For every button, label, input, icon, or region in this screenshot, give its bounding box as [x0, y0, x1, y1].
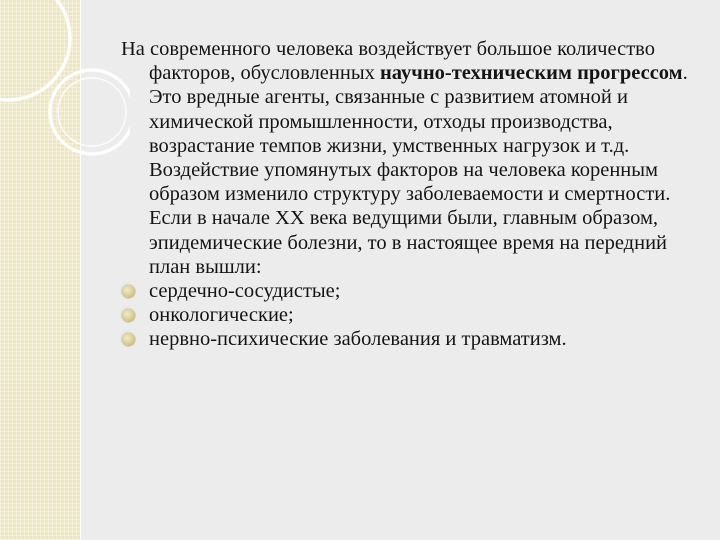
list-item	[121, 303, 706, 327]
disease-list	[121, 279, 706, 352]
decorative-circles	[0, 0, 130, 200]
intro-paragraph	[121, 37, 706, 279]
paragraph-text-start: На современного человека воздействует большое количество факторов, обусловленных	[121, 38, 655, 85]
slide-content	[121, 37, 706, 352]
paragraph-text-end: . Это вредные агенты, связанные с развитием атомной и химической промышленности, отходы производства, возрастание темпов жизни, умственных нагрузок и т.д. Воздействие упомянутых факторов на человека коренным образом изменило структуру заболеваемости и смертности. Если в начале XX века ведущими были, главным образом, эпидемические болезни, то в настоящее время на передний план вышли:	[149, 62, 688, 278]
circle-bullet-icon	[122, 309, 135, 322]
list-item	[121, 279, 706, 303]
circle-bullet-icon	[122, 285, 135, 298]
list-item-text: сердечно-сосудистые;	[149, 280, 341, 303]
list-item-text: нервно-психические заболевания и травматизм.	[149, 328, 567, 351]
list-item	[121, 327, 706, 351]
circle-bullet-icon	[122, 333, 135, 346]
list-item-text: онкологические;	[149, 304, 294, 327]
paragraph-bold-term: научно-техническим прогрессом	[380, 62, 683, 85]
